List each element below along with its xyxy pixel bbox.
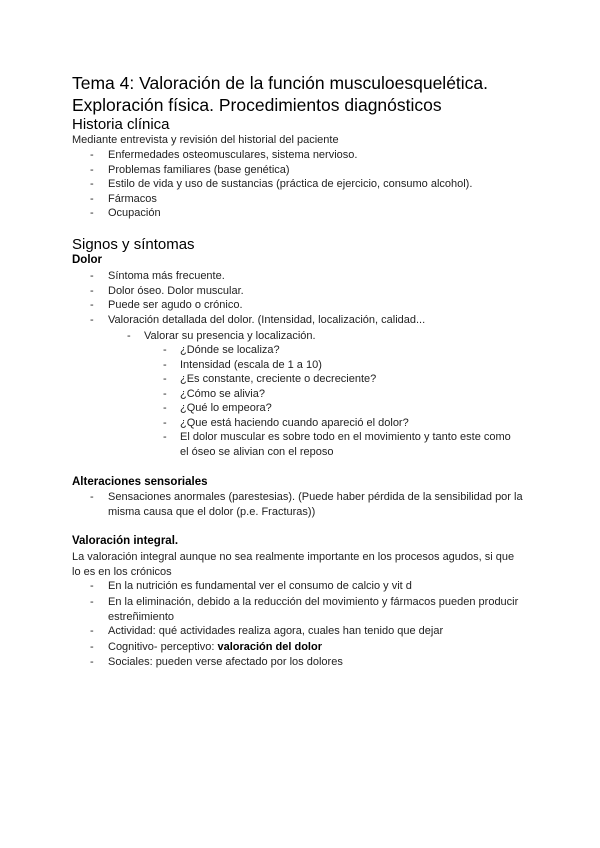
list-item-label: Cognitivo- perceptivo: xyxy=(108,641,215,653)
list-item-text: Sensaciones anormales (parestesias). (Puede haber pérdida de la sensibilidad por la xyxy=(108,491,523,503)
heading-dolor: Dolor xyxy=(72,254,103,266)
question-item-continuation: el óseo se alivian con el reposo xyxy=(180,446,334,458)
list-item-text: Fármacos xyxy=(108,193,157,205)
dash-bullet: - xyxy=(163,388,167,400)
page-title-line-2: Exploración física. Procedimientos diagnósticos xyxy=(72,95,442,115)
dash-bullet: - xyxy=(90,641,94,653)
list-item-text: ¿Cómo se alivia? xyxy=(180,388,265,400)
list-item-text: Sociales: pueden verse afectado por los dolores xyxy=(108,656,343,668)
list-item-text: Intensidad (escala de 1 a 10) xyxy=(180,359,322,371)
list-item-text: Síntoma más frecuente. xyxy=(108,270,225,282)
list-item-text: El dolor muscular es sobre todo en el movimiento y tanto este como xyxy=(180,431,511,443)
list-item-text: ¿Es constante, creciente o decreciente? xyxy=(180,373,377,385)
list-item-text: ¿Qué lo empeora? xyxy=(180,402,272,414)
list-item-text: Dolor óseo. Dolor muscular. xyxy=(108,285,244,297)
dash-bullet: - xyxy=(90,299,94,311)
dash-bullet: - xyxy=(163,431,167,443)
heading-valoracion-integral: Valoración integral. xyxy=(72,535,179,547)
dash-bullet: - xyxy=(90,656,94,668)
list-item-text: Puede ser agudo o crónico. xyxy=(108,299,243,311)
dash-bullet: - xyxy=(90,596,94,608)
list-item-text xyxy=(108,641,322,653)
dash-bullet: - xyxy=(127,330,131,342)
dash-bullet: - xyxy=(163,359,167,371)
list-item-continuation: estreñimiento xyxy=(108,611,175,623)
dash-bullet: - xyxy=(90,580,94,592)
list-item-text: Valorar su presencia y localización. xyxy=(144,330,316,342)
dash-bullet: - xyxy=(163,344,167,356)
dash-bullet: - xyxy=(90,491,94,503)
dash-bullet: - xyxy=(90,193,94,205)
valoracion-intro-line-2: lo es en los crónicos xyxy=(72,566,172,578)
list-item-bold-text: valoración del dolor xyxy=(217,641,322,653)
list-item-text: En la nutrición es fundamental ver el consumo de calcio y vit d xyxy=(108,580,412,592)
dash-bullet: - xyxy=(90,207,94,219)
valoracion-intro-line-1: La valoración integral aunque no sea realmente importante en los procesos agudos, si que xyxy=(72,551,515,563)
list-item-text: ¿Dónde se localiza? xyxy=(180,344,280,356)
dash-bullet: - xyxy=(90,314,94,326)
list-item-text: Valoración detallada del dolor. (Intensidad, localización, calidad... xyxy=(108,314,426,326)
dash-bullet: - xyxy=(90,270,94,282)
dash-bullet: - xyxy=(163,417,167,429)
dash-bullet: - xyxy=(90,285,94,297)
list-item-text: Estilo de vida y uso de sustancias (práctica de ejercicio, consumo alcohol). xyxy=(108,178,473,190)
list-item-text: ¿Que está haciendo cuando apareció el dolor? xyxy=(180,417,409,429)
heading-signos-sintomas: Signos y síntomas xyxy=(72,236,195,253)
dash-bullet: - xyxy=(90,149,94,161)
list-item-text: Problemas familiares (base genética) xyxy=(108,164,290,176)
historia-intro: Mediante entrevista y revisión del historial del paciente xyxy=(72,134,339,146)
heading-historia-clinica: Historia clínica xyxy=(72,116,170,133)
list-item-text: Enfermedades osteomusculares, sistema nervioso. xyxy=(108,149,358,161)
heading-alteraciones-sensoriales: Alteraciones sensoriales xyxy=(72,476,208,488)
list-item-text: En la eliminación, debido a la reducción del movimiento y fármacos pueden producir xyxy=(108,596,519,608)
dash-bullet: - xyxy=(90,625,94,637)
list-item-text: Ocupación xyxy=(108,207,161,219)
dash-bullet: - xyxy=(90,178,94,190)
dash-bullet: - xyxy=(163,402,167,414)
page-title-line-1: Tema 4: Valoración de la función musculoesquelética. xyxy=(72,73,489,93)
dash-bullet: - xyxy=(90,164,94,176)
dash-bullet: - xyxy=(163,373,167,385)
list-item-text: Actividad: qué actividades realiza agora, cuales han tenido que dejar xyxy=(108,625,444,637)
list-item-continuation: misma causa que el dolor (p.e. Fracturas)) xyxy=(108,506,316,518)
